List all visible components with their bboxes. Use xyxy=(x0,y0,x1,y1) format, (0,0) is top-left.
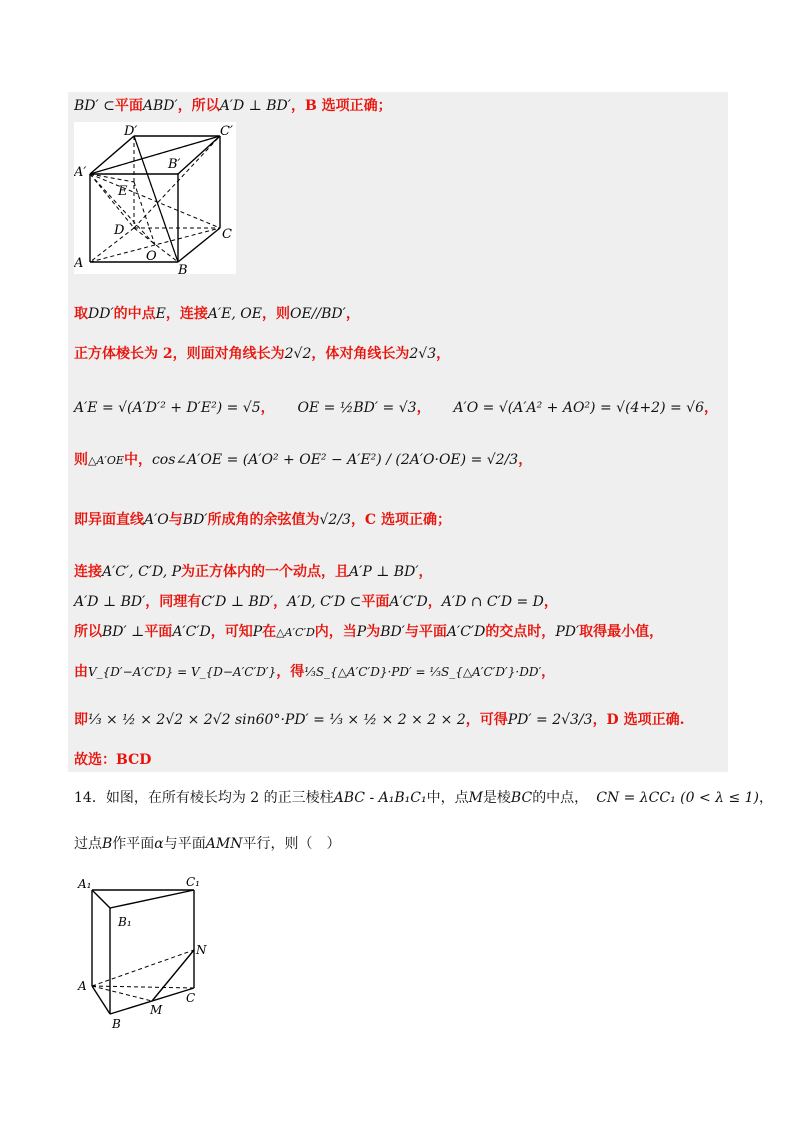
label-A: A xyxy=(78,979,87,993)
text: 的中点 xyxy=(113,306,156,322)
label-B: B xyxy=(112,1017,121,1031)
math-expr: OE = ½BD′ = √3 xyxy=(297,400,417,416)
math-expr: 2√2 xyxy=(284,346,312,362)
solution-line-9 xyxy=(74,624,663,641)
cube-diagram xyxy=(74,122,236,274)
math-expr: BD′ ⊥ xyxy=(102,624,145,640)
math-expr: BD′ xyxy=(182,512,208,528)
solution-line-11 xyxy=(74,712,684,729)
math-expr: BD′ ⊂ xyxy=(74,98,115,114)
label-B1: B₁ xyxy=(118,915,132,929)
label-A1: A₁ xyxy=(78,877,92,891)
text: 是棱 xyxy=(482,790,511,806)
text: ，同理有 xyxy=(145,594,202,610)
text: 平行，则（ ） xyxy=(242,836,341,852)
label-D: D xyxy=(114,223,125,238)
cube-figure xyxy=(74,122,236,274)
text: 为 xyxy=(366,624,381,640)
text: 与平面 xyxy=(404,624,447,640)
text: ， xyxy=(345,306,360,322)
prism-diagram xyxy=(74,874,210,1032)
label-B: B xyxy=(178,263,188,274)
math-expr: PD′ xyxy=(555,624,580,640)
text: 与 xyxy=(168,512,183,528)
math-expr: ABD′ xyxy=(142,98,178,114)
math-expr: P xyxy=(252,624,263,640)
text: ，D 选项正确. xyxy=(592,712,685,728)
text: 中， xyxy=(123,452,152,468)
math-expr: A′O = √(A′A² + AO²) = √(4+2) = √6 xyxy=(453,400,705,416)
solution-answer: 故选：BCD xyxy=(74,752,152,768)
prism-figure xyxy=(74,874,210,1032)
text: 的中点， xyxy=(532,790,589,806)
question-14-line-1 xyxy=(74,790,773,807)
solution-line-4 xyxy=(74,400,718,417)
math-expr: PD′ = 2√3/3 xyxy=(507,712,593,728)
math-expr: V_{D′−A′C′D} = V_{D−A′C′D′} xyxy=(88,665,277,679)
text: 与平面 xyxy=(163,836,206,852)
text: 过点 xyxy=(74,836,102,852)
math-expr: BD′ xyxy=(380,624,405,640)
label-D-prime: D′ xyxy=(124,124,138,139)
text: ，得 xyxy=(276,664,305,680)
math-expr: ⅓ × ½ × 2√2 × 2√2 sin60°·PD′ = ⅓ × ½ × 2 × 2 × 2 xyxy=(88,712,466,728)
math-expr: P xyxy=(356,624,367,640)
math-expr: α xyxy=(154,836,164,852)
label-C-prime: C′ xyxy=(220,124,233,139)
text: ，连接 xyxy=(165,306,208,322)
solution-line-10 xyxy=(74,664,555,681)
text: ，体对角线长为 xyxy=(311,346,410,362)
text: 的交点时， xyxy=(485,624,556,640)
solution-line-6 xyxy=(74,512,451,529)
math-expr: A′C′, C′D, P xyxy=(102,564,182,580)
math-expr: E xyxy=(155,306,166,322)
math-expr: A′D ∩ C′D = D xyxy=(441,594,544,610)
math-expr: B xyxy=(102,836,113,852)
label-O: O xyxy=(146,249,157,264)
text: 所成角的余弦值为 xyxy=(207,512,320,528)
solution-line-7 xyxy=(74,564,433,581)
text: ，可知 xyxy=(210,624,253,640)
text: ，可得 xyxy=(465,712,508,728)
text: 为正方体内的一个动点，且 xyxy=(181,564,350,580)
text: ， xyxy=(518,452,533,468)
math-expr: C′D ⊥ BD′ xyxy=(201,594,274,610)
label-C: C xyxy=(186,991,196,1005)
math-expr: ABC - A₁B₁C₁ xyxy=(333,790,427,806)
label-A-prime: A′ xyxy=(74,165,87,180)
math-expr: A′O xyxy=(144,512,169,528)
text: 取得最小值， xyxy=(579,624,664,640)
label-C: C xyxy=(222,227,232,242)
text: 由 xyxy=(74,664,88,680)
math-expr: CN = λCC₁ (0 < λ ≤ 1) xyxy=(596,790,760,806)
text: 则 xyxy=(74,452,88,468)
solution-line-1 xyxy=(74,98,392,115)
math-expr: cos∠A′OE = (A′O² + OE² − A′E²) / (2A′O·OE) = √2/3 xyxy=(151,452,519,468)
math-expr: ⅓S_{△A′C′D}·PD′ = ⅓S_{△A′C′D′}·DD′ xyxy=(304,665,542,679)
text: 作平面 xyxy=(112,836,155,852)
question-14-line-2 xyxy=(74,836,340,853)
text: 即 xyxy=(74,712,88,728)
text: 中，点 xyxy=(426,790,469,806)
label-A: A xyxy=(74,256,84,271)
math-expr: M xyxy=(468,790,483,806)
math-expr: △A′C′D xyxy=(276,626,315,639)
text: 平面 xyxy=(361,594,390,610)
text: ， xyxy=(416,400,431,416)
solution-line-8 xyxy=(74,594,558,611)
math-expr: A′D ⊥ BD′ xyxy=(219,98,291,114)
text: ，所以 xyxy=(177,98,220,114)
math-expr: △A′OE xyxy=(88,454,124,467)
text: 平面 xyxy=(144,624,173,640)
text: 在 xyxy=(262,624,277,640)
math-expr: BC xyxy=(510,790,533,806)
text: ， xyxy=(273,594,288,610)
solution-line-3 xyxy=(74,346,450,363)
text: ， xyxy=(543,594,558,610)
math-expr: A′E, OE xyxy=(207,306,262,322)
math-expr: OE//BD′ xyxy=(289,306,346,322)
math-expr: AMN xyxy=(205,836,243,852)
text: ， xyxy=(260,400,275,416)
math-expr: 2√3 xyxy=(409,346,437,362)
math-expr: A′C′D xyxy=(446,624,486,640)
text: 取 xyxy=(74,306,88,322)
text: 平面 xyxy=(114,98,143,114)
text: ，C 选项正确； xyxy=(350,512,451,528)
text: ， xyxy=(759,790,774,806)
math-expr: DD′ xyxy=(88,306,114,322)
label-B-prime: B′ xyxy=(168,157,181,172)
math-expr: A′D ⊥ BD′ xyxy=(74,594,146,610)
text: ， xyxy=(704,400,719,416)
text: 所以 xyxy=(74,624,102,640)
label-E: E xyxy=(118,184,128,199)
math-expr: √2/3 xyxy=(319,512,351,528)
label-N: N xyxy=(196,943,207,957)
text: ， xyxy=(436,346,451,362)
text: ， xyxy=(541,664,556,680)
label-M: M xyxy=(150,1003,163,1017)
solution-line-2 xyxy=(74,306,360,323)
text: ，B 选项正确； xyxy=(290,98,392,114)
math-expr: A′D, C′D ⊂ xyxy=(287,594,362,610)
text: ，则 xyxy=(261,306,290,322)
solution-line-5 xyxy=(74,452,532,469)
label-C1: C₁ xyxy=(186,875,200,889)
text: ， xyxy=(427,594,442,610)
math-expr: A′P ⊥ BD′ xyxy=(349,564,419,580)
math-expr: A′E = √(A′D′² + D′E²) = √5 xyxy=(74,400,261,416)
text: 正方体棱长为 2，则面对角线长为 xyxy=(74,346,285,362)
text: 内，当 xyxy=(314,624,357,640)
text: 即异面直线 xyxy=(74,512,144,528)
text: ， xyxy=(418,564,433,580)
text: 连接 xyxy=(74,564,102,580)
text: 14．如图，在所有棱长均为 2 的正三棱柱 xyxy=(74,790,334,806)
math-expr: A′C′D xyxy=(389,594,428,610)
math-expr: A′C′D xyxy=(172,624,211,640)
